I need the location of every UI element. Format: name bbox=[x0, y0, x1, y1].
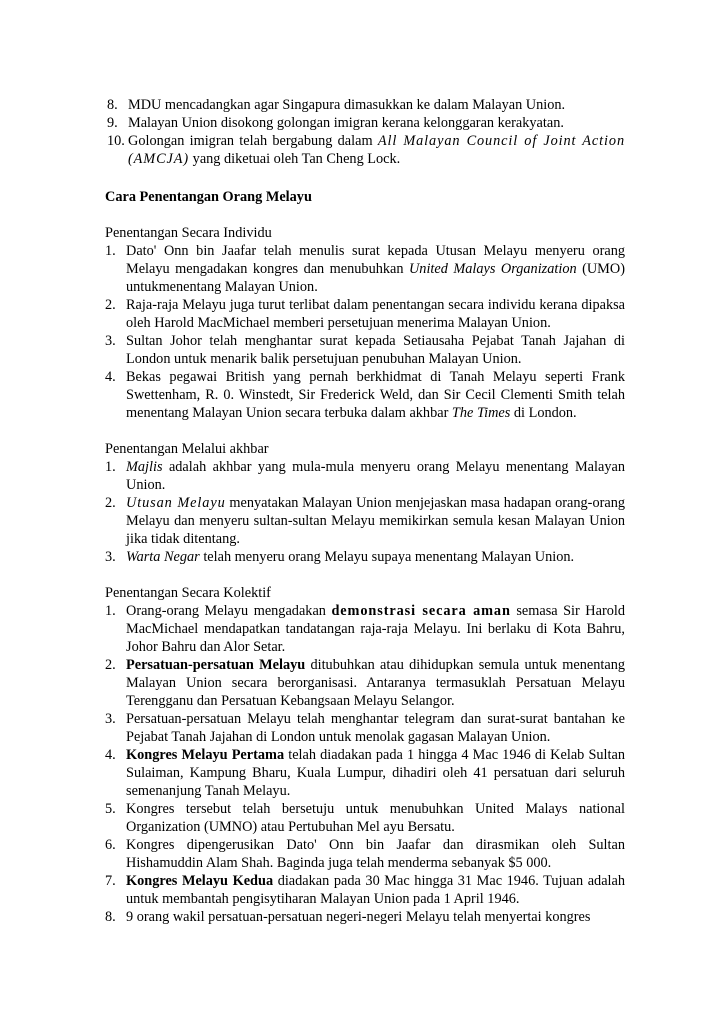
text-run: Bekas pegawai British yang pernah berkhidmat di Tanah Melayu seperti Frank Swettenham, R. 0. Winstedt, Sir Frederick Weld, dan Sir Cecil Clementi Smith telah menentang Malayan Union secara terbuka dalam akhbar bbox=[126, 369, 625, 421]
list-item bbox=[105, 296, 625, 332]
item-number: 4. bbox=[105, 369, 116, 385]
item-text bbox=[126, 333, 625, 367]
list-item bbox=[105, 114, 625, 132]
list-item bbox=[105, 836, 625, 872]
item-text bbox=[128, 97, 565, 113]
item-number: 3. bbox=[105, 333, 116, 349]
item-number: 10. bbox=[107, 133, 125, 149]
individu-list bbox=[105, 242, 625, 422]
continued-list bbox=[105, 96, 625, 168]
item-number: 2. bbox=[105, 495, 116, 511]
text-run: MDU mencadangkan agar Singapura dimasukkan ke dalam Malayan Union. bbox=[128, 97, 566, 113]
item-text bbox=[126, 747, 625, 799]
organization-name: United Malays Organization bbox=[408, 261, 577, 277]
emphasis-text: demonstrasi secara aman bbox=[331, 603, 511, 619]
newspaper-name: Majlis bbox=[126, 459, 163, 475]
item-text bbox=[128, 133, 625, 167]
item-number: 9. bbox=[107, 115, 118, 131]
list-item bbox=[105, 458, 625, 494]
list-item bbox=[105, 602, 625, 656]
text-run: telah diadakan pada 1 hingga 4 Mac 1946 di Kelab Sultan Sulaiman, Kampung Bharu, Kuala Lumpur, dihadiri oleh 41 persatuan dari seluruh semenanjung Tanah Melayu. bbox=[126, 747, 625, 799]
text-run: Kongres dipengerusikan Dato' Onn bin Jaafar dan dirasmikan oleh Sultan Hishamuddin Alam Shah. Baginda juga telah menderma sebanyak $5 000. bbox=[126, 837, 625, 871]
item-text bbox=[126, 369, 625, 421]
item-text bbox=[126, 837, 625, 871]
list-item bbox=[105, 242, 625, 296]
text-run: Orang-orang Melayu mengadakan bbox=[126, 603, 332, 619]
list-item bbox=[105, 908, 625, 926]
text-run: (UMO) untukmenentang Malayan Union. bbox=[126, 261, 625, 295]
item-number: 8. bbox=[105, 909, 116, 925]
akhbar-list bbox=[105, 458, 625, 566]
list-item bbox=[105, 494, 625, 548]
item-text bbox=[126, 603, 625, 655]
group-title-kolektif: Penentangan Secara Kolektif bbox=[105, 585, 271, 601]
text-run: menyatakan Malayan Union menjejaskan masa hadapan orang-orang Melayu dan menyeru sultan-sultan Melayu memikirkan semula kesan Malayan Union jika tidak ditentang. bbox=[126, 495, 625, 547]
item-text bbox=[126, 549, 574, 565]
text-run: Persatuan-persatuan Melayu telah menghantar telegram dan surat-surat bantahan ke Pejabat Tanah Jajahan di London untuk menolak gagasan Malayan Union. bbox=[126, 711, 625, 745]
text-run: semasa Sir Harold MacMichael mendapatkan tandatangan raja-raja Melayu. Ini berlaku di Kota Bahru, Johor Bahru dan Alor Setar. bbox=[126, 603, 625, 655]
emphasis-text: Kongres Melayu Kedua bbox=[126, 873, 274, 889]
newspaper-name: Warta Negar bbox=[126, 549, 200, 565]
text-run: Golongan imigran telah bergabung dalam bbox=[128, 133, 378, 149]
item-number: 8. bbox=[107, 97, 118, 113]
group-title-individu: Penentangan Secara Individu bbox=[105, 225, 272, 241]
item-number: 6. bbox=[105, 837, 116, 853]
text-run: 9 orang wakil persatuan-persatuan negeri-negeri Melayu telah menyertai kongres bbox=[126, 909, 591, 925]
list-item bbox=[105, 710, 625, 746]
item-number: 1. bbox=[105, 243, 116, 259]
item-text bbox=[126, 909, 590, 925]
text-run: Dato' Onn bin Jaafar telah menulis surat kepada Utusan Melayu menyeru orang Melayu mengadakan kongres dan menubuhkan bbox=[126, 243, 625, 277]
newspaper-name: Utusan Melayu bbox=[126, 495, 226, 511]
list-item bbox=[105, 656, 625, 710]
item-text bbox=[126, 801, 625, 835]
item-number: 2. bbox=[105, 297, 116, 313]
item-number: 1. bbox=[105, 603, 116, 619]
group-title-akhbar: Penentangan Melalui akhbar bbox=[105, 441, 269, 457]
list-item bbox=[105, 872, 625, 908]
item-number: 3. bbox=[105, 549, 116, 565]
list-item bbox=[105, 746, 625, 800]
emphasis-text: Kongres Melayu Pertama bbox=[126, 747, 285, 763]
list-item bbox=[105, 800, 625, 836]
list-item bbox=[105, 96, 625, 114]
text-run: yang diketuai oleh Tan Cheng Lock. bbox=[189, 151, 401, 167]
item-text bbox=[126, 657, 625, 709]
item-number: 1. bbox=[105, 459, 116, 475]
text-run: telah menyeru orang Melayu supaya menentang Malayan Union. bbox=[199, 549, 575, 565]
item-number: 3. bbox=[105, 711, 116, 727]
list-item bbox=[105, 368, 625, 422]
newspaper-name: The Times bbox=[451, 405, 511, 421]
document-content bbox=[105, 96, 625, 926]
item-text bbox=[126, 459, 625, 493]
text-run: di London. bbox=[510, 405, 577, 421]
item-number: 7. bbox=[105, 873, 116, 889]
item-text bbox=[126, 873, 625, 907]
item-text bbox=[126, 495, 625, 547]
section-heading: Cara Penentangan Orang Melayu bbox=[105, 189, 312, 205]
kolektif-list bbox=[105, 602, 625, 926]
text-run: Malayan Union disokong golongan imigran kerana kelonggaran kerakyatan. bbox=[128, 115, 564, 131]
item-text bbox=[126, 297, 625, 331]
item-text bbox=[126, 711, 625, 745]
item-text bbox=[128, 115, 564, 131]
text-run: diadakan pada 30 Mac hingga 31 Mac 1946. Tujuan adalah untuk membantah pengisytiharan Malayan Union pada 1 April 1946. bbox=[126, 873, 626, 907]
text-run: Raja-raja Melayu juga turut terlibat dalam penentangan secara individu kerana dipaksa oleh Harold MacMichael memberi persetujuan menerima Malayan Union. bbox=[126, 297, 625, 331]
item-number: 2. bbox=[105, 657, 116, 673]
text-run: Kongres tersebut telah bersetuju untuk menubuhkan United Malays national Organization (UMNO) atau Pertubuhan Mel ayu Bersatu. bbox=[126, 801, 625, 835]
item-number: 4. bbox=[105, 747, 116, 763]
item-text bbox=[126, 243, 625, 295]
list-item bbox=[105, 548, 625, 566]
text-run: Sultan Johor telah menghantar surat kepada Setiausaha Pejabat Tanah Jajahan di London untuk menarik balik persetujuan penubuhan Malayan Union. bbox=[126, 333, 625, 367]
organization-name: All Malayan Council of Joint Action (AMCJA) bbox=[128, 133, 625, 167]
text-run: ditubuhkan atau dihidupkan semula untuk menentang Malayan Union secara berorganisasi. Antaranya termasuklah Persatuan Melayu Terengganu dan Persatuan Kebangsaan Melayu Selangor. bbox=[126, 657, 626, 709]
item-number: 5. bbox=[105, 801, 116, 817]
emphasis-text: Persatuan-persatuan Melayu bbox=[126, 657, 306, 673]
list-item bbox=[105, 332, 625, 368]
text-run: adalah akhbar yang mula-mula menyeru orang Melayu menentang Malayan Union. bbox=[126, 459, 625, 493]
list-item bbox=[105, 132, 625, 168]
